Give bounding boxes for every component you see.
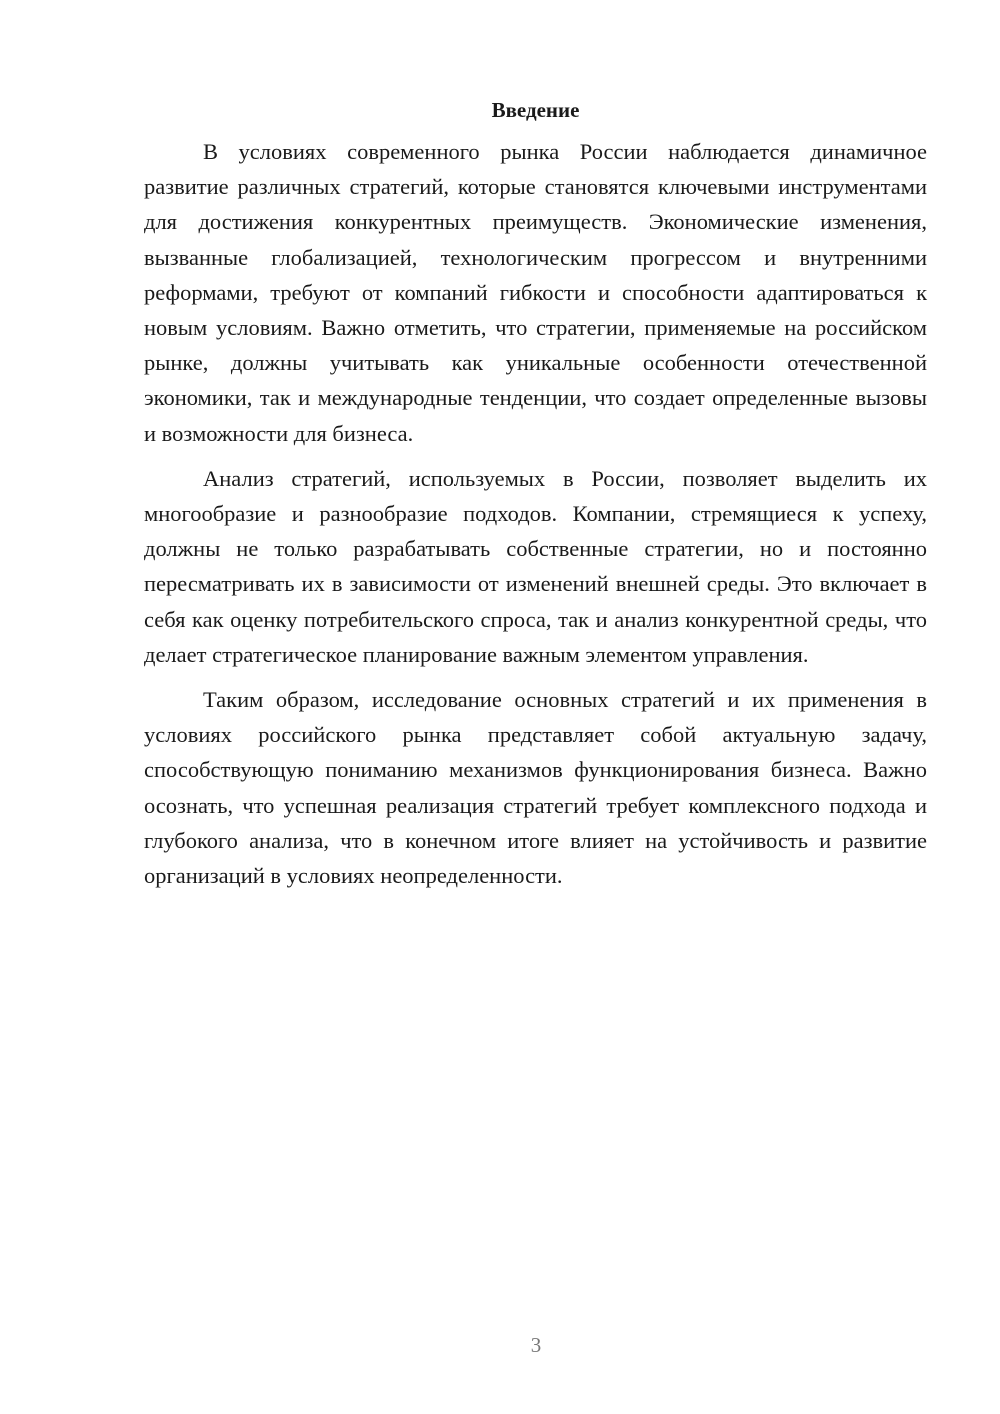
paragraph-2: Анализ стратегий, используемых в России, позволяет выделить их многообразие и разнообразие подходов. Компании, стремящиеся к успеху, должны не только разрабатывать собственные стратегии, но и постоянно пересматривать их в зависимости от изменений внешней среды. Это включает в себя как оценку потребительского спроса, так и анализ конкурентной среды, что делает стратегическое планирование важным элементом управления.	[144, 465, 927, 667]
document-body	[144, 92, 927, 893]
page-number: 3	[530, 1333, 542, 1357]
section-title: Введение	[491, 98, 580, 122]
paragraph-1: В условиях современного рынка России наблюдается динамичное развитие различных стратегий, которые становятся ключевыми инструментами для достижения конкурентных преимуществ. Экономические изменения, вызванные глобализацией, технологическим прогрессом и внутренними реформами, требуют от компаний гибкости и способности адаптироваться к новым условиям. Важно отметить, что стратегии, применяемые на российском рынке, должны учитывать как уникальные особенности отечественной экономики, так и международные тенденции, что создает определенные вызовы и возможности для бизнеса.	[144, 139, 927, 446]
paragraph-3: Таким образом, исследование основных стратегий и их применения в условиях российского рынка представляет собой актуальную задачу, способствующую пониманию механизмов функционирования бизнеса. Важно осознать, что успешная реализация стратегий требует комплексного подхода и глубокого анализа, что в конечном итоге влияет на устойчивость и развитие организаций в условиях неопределенности.	[144, 687, 927, 889]
